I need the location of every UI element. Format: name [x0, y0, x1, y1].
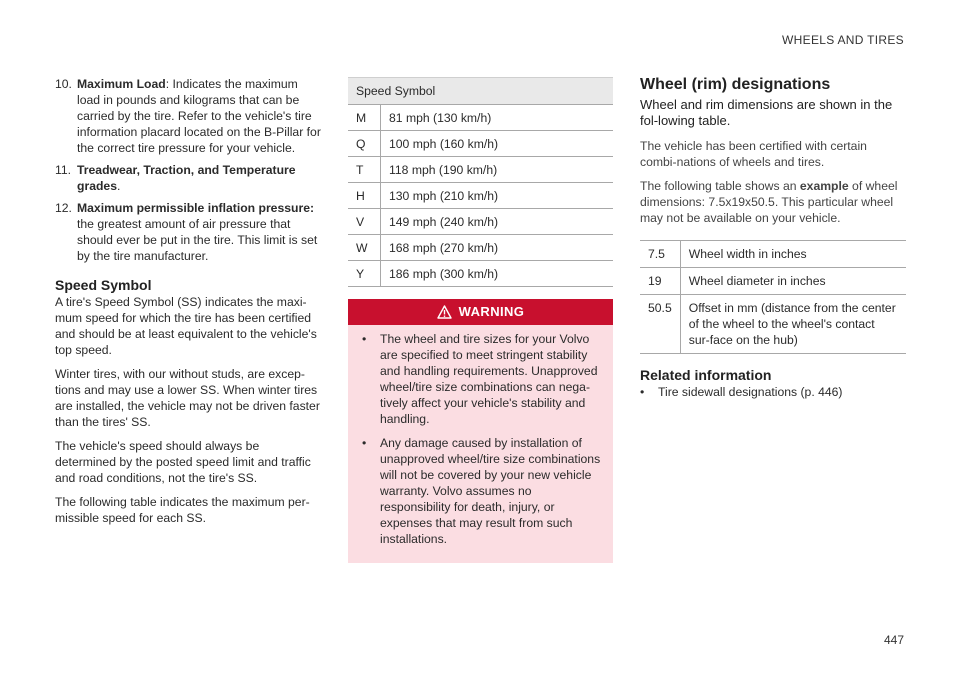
column-right: [640, 77, 906, 408]
table-row: [348, 209, 613, 235]
table-row: [348, 183, 613, 209]
column-left: [55, 76, 322, 534]
table-row: [348, 105, 613, 131]
column-middle: [348, 77, 613, 563]
table-row: [348, 131, 613, 157]
warning-header: [348, 299, 613, 325]
paragraph: The vehicle's speed should always be determined by the posted speed limit and traffic and road conditions, not the tire's SS.: [55, 439, 311, 485]
speed-cell: 100 mph (160 km/h): [381, 131, 614, 157]
list-item[interactable]: [640, 384, 906, 400]
related-link[interactable]: Tire sidewall designations (p. 446): [658, 385, 843, 399]
symbol-cell: V: [348, 209, 381, 235]
symbol-cell: Y: [348, 261, 381, 287]
paragraph-text: The following table shows an: [640, 179, 800, 193]
warning-triangle-icon: [437, 305, 452, 319]
table-header: Speed Symbol: [348, 78, 613, 105]
table-row: [348, 235, 613, 261]
page-title: Wheel (rim) designations: [640, 76, 831, 93]
symbol-cell: W: [348, 235, 381, 261]
bullet-icon: •: [362, 332, 367, 346]
list-item: [55, 76, 322, 156]
lead-paragraph: Wheel and rim dimensions are shown in the fol-lowing table.: [640, 97, 893, 128]
value-cell: 19: [640, 268, 680, 295]
speed-cell: 118 mph (190 km/h): [381, 157, 614, 183]
symbol-cell: M: [348, 105, 381, 131]
paragraph: [640, 178, 906, 226]
paragraph: The following table indicates the maximum per-missible speed for each SS.: [55, 495, 310, 525]
paragraph: Winter tires, with our without studs, are excep-tions and may use a lower SS. When winter tires are installed, the vehicle may not be driven faster than the tires' SS.: [55, 367, 320, 429]
description-cell: Wheel diameter in inches: [680, 268, 906, 295]
list-term: Maximum Load: [77, 77, 166, 91]
warning-body: [348, 325, 613, 563]
speed-cell: 149 mph (240 km/h): [381, 209, 614, 235]
paragraph-text: of wheel dimensions: 7.5x19x50.5. This particular wheel may not be available on your vehicle.: [640, 179, 898, 225]
description-cell: Offset in mm (distance from the center of the wheel to the wheel's contact sur-face on the hub): [680, 295, 906, 354]
list-text: the greatest amount of air pressure that should ever be put in the tire. This limit is set by the tire manufacturer.: [77, 217, 318, 263]
related-information-heading: Related information: [640, 367, 772, 383]
warning-box: [348, 299, 613, 563]
list-number: 10.: [55, 77, 72, 91]
list-text: : Indicates the maximum load in pounds and kilograms that can be carried by the tire. Refer to the vehicle's tire information placard located on the B-Pillar for the correct tire pressure for your vehicle.: [77, 77, 321, 155]
list-text: .: [116, 179, 121, 193]
bullet-icon: •: [362, 436, 367, 450]
list-term: Maximum permissible inflation pressure:: [77, 201, 315, 215]
speed-cell: 81 mph (130 km/h): [381, 105, 614, 131]
table-row: [348, 261, 613, 287]
wheel-dimensions-table: [640, 240, 906, 354]
speed-symbol-table: [348, 77, 613, 287]
list-item: [362, 435, 601, 547]
list-number: 12.: [55, 201, 72, 215]
warning-text: Any damage caused by installation of unapproved wheel/tire size combinations will not be covered by your new vehicle warranty. Volvo assumes no responsibility for death, injury, or expenses that may result from such installations.: [380, 436, 601, 546]
description-cell: Wheel width in inches: [680, 241, 906, 268]
page-number: 447: [883, 633, 904, 647]
speed-cell: 168 mph (270 km/h): [381, 235, 614, 261]
warning-text: The wheel and tire sizes for your Volvo are specified to meet stringent stability and handling requirements. Unapproved wheel/tire size combinations can nega-tively affect your vehicle's stability and handling.: [380, 332, 598, 426]
speed-cell: 130 mph (210 km/h): [381, 183, 614, 209]
list-item: [55, 200, 322, 264]
list-item: [55, 162, 322, 194]
list-item: [362, 331, 601, 427]
bullet-icon: •: [640, 385, 645, 399]
emphasis-text: example: [799, 179, 849, 193]
table-row: [640, 268, 906, 295]
list-term: Treadwear, Traction, and Temperature grades: [77, 163, 296, 193]
table-row: [348, 157, 613, 183]
warning-title: WARNING: [458, 304, 525, 319]
paragraph: A tire's Speed Symbol (SS) indicates the maxi-mum speed for which the tire has been certified and should be at least equivalent to the vehicle's top speed.: [55, 295, 317, 357]
value-cell: 7.5: [640, 241, 680, 268]
symbol-cell: T: [348, 157, 381, 183]
value-cell: 50.5: [640, 295, 680, 354]
table-row: [640, 295, 906, 354]
section-header: WHEELS AND TIRES: [782, 33, 904, 47]
symbol-cell: Q: [348, 131, 381, 157]
table-header-row: [348, 78, 613, 105]
speed-symbol-heading: Speed Symbol: [55, 277, 152, 293]
table-row: [640, 241, 906, 268]
speed-cell: 186 mph (300 km/h): [381, 261, 614, 287]
list-number: 11.: [55, 163, 72, 177]
paragraph: The vehicle has been certified with certain combi-nations of wheels and tires.: [640, 139, 867, 169]
symbol-cell: H: [348, 183, 381, 209]
